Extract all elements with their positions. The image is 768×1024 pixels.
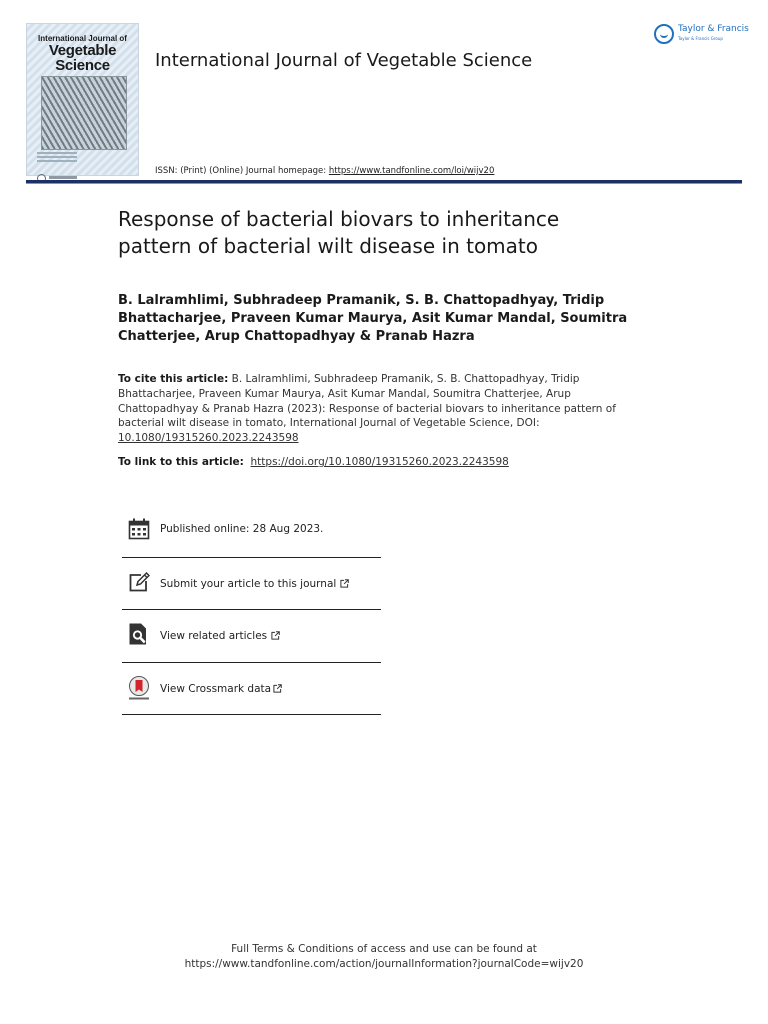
publisher-subname: Taylor & Francis Group [678, 36, 723, 41]
article-doi-link[interactable]: https://doi.org/10.1080/19315260.2023.2243598 [250, 456, 509, 468]
cover-fine-print [37, 152, 77, 164]
crossmark-text: View Crossmark data [160, 682, 272, 695]
journal-homepage-link[interactable]: https://www.tandfonline.com/loi/wijv20 [328, 166, 495, 176]
terms-footer [0, 942, 768, 972]
taylor-francis-logo-icon [654, 24, 674, 44]
citation-block [118, 372, 634, 446]
calendar-icon [128, 518, 150, 540]
edit-icon [128, 571, 150, 593]
terms-line1: Full Terms & Conditions of access and use can be found at [231, 943, 537, 955]
cite-doi-link[interactable]: 10.1080/19315260.2023.2243598 [118, 432, 299, 445]
issn-text: ISSN: (Print) (Online) Journal homepage: [155, 166, 329, 176]
journal-cover-image [26, 23, 139, 176]
header-rule-thin [26, 183, 742, 184]
cite-label: To cite this article: [118, 373, 229, 385]
crossmark-icon [126, 675, 152, 701]
cover-publisher-mark [49, 176, 77, 179]
published-online-row [122, 505, 381, 558]
cover-title [27, 34, 138, 73]
article-title: Response of bacterial biovars to inheritance pattern of bacterial wilt disease in tomato [118, 207, 560, 258]
external-link-icon [273, 684, 282, 693]
article-authors: B. Lalramhlimi, Subhradeep Pramanik, S. B. Chattopadhyay, Tridip Bhattacharjee, Praveen Kumar Maurya, Asit Kumar Mandal, Soumitra Chatterjee, Arup Chattopadhyay & Pranab Hazra [118, 293, 628, 344]
related-articles-link[interactable] [160, 630, 280, 642]
crossmark-row[interactable] [122, 663, 381, 716]
cite-text: B. Lalramhlimi, Subhradeep Pramanik, S. B. Chattopadhyay, Tridip Bhattacharjee, Praveen Kumar Maurya, Asit Kumar Mandal, Soumitra Chatterjee, Arup Chattopadhyay & Pranab Hazra (2023): Response of bacterial biovars to inheritance pattern of bacterial wilt disease in tomato, International Journal of Vegetable Science, DOI: [118, 373, 616, 430]
crossmark-link[interactable] [160, 683, 282, 695]
cover-title-line2: Vegetable [48, 42, 117, 59]
published-online-text: Published online: 28 Aug 2023. [160, 523, 324, 535]
external-link-icon [271, 631, 280, 640]
article-link-row [118, 455, 638, 470]
issn-line [155, 166, 494, 176]
link-label: To link to this article: [118, 456, 248, 468]
submit-article-link[interactable] [160, 578, 349, 590]
publisher-name: Taylor & Francis [678, 24, 749, 34]
external-link-icon [340, 579, 349, 588]
submit-article-row[interactable] [122, 558, 381, 611]
publisher-logo [654, 22, 764, 46]
cover-title-line3: Science [55, 57, 110, 74]
article-actions [122, 505, 381, 715]
cover-photo [41, 76, 127, 150]
journal-title: International Journal of Vegetable Science [155, 50, 533, 71]
related-articles-row[interactable] [122, 610, 381, 663]
search-document-icon [128, 623, 150, 645]
cover-title-line1: International Journal of [38, 34, 127, 43]
related-articles-text: View related articles [160, 630, 268, 642]
submit-article-text: Submit your article to this journal [160, 577, 337, 590]
terms-line2: https://www.tandfonline.com/action/journalInformation?journalCode=wijv20 [184, 958, 584, 970]
